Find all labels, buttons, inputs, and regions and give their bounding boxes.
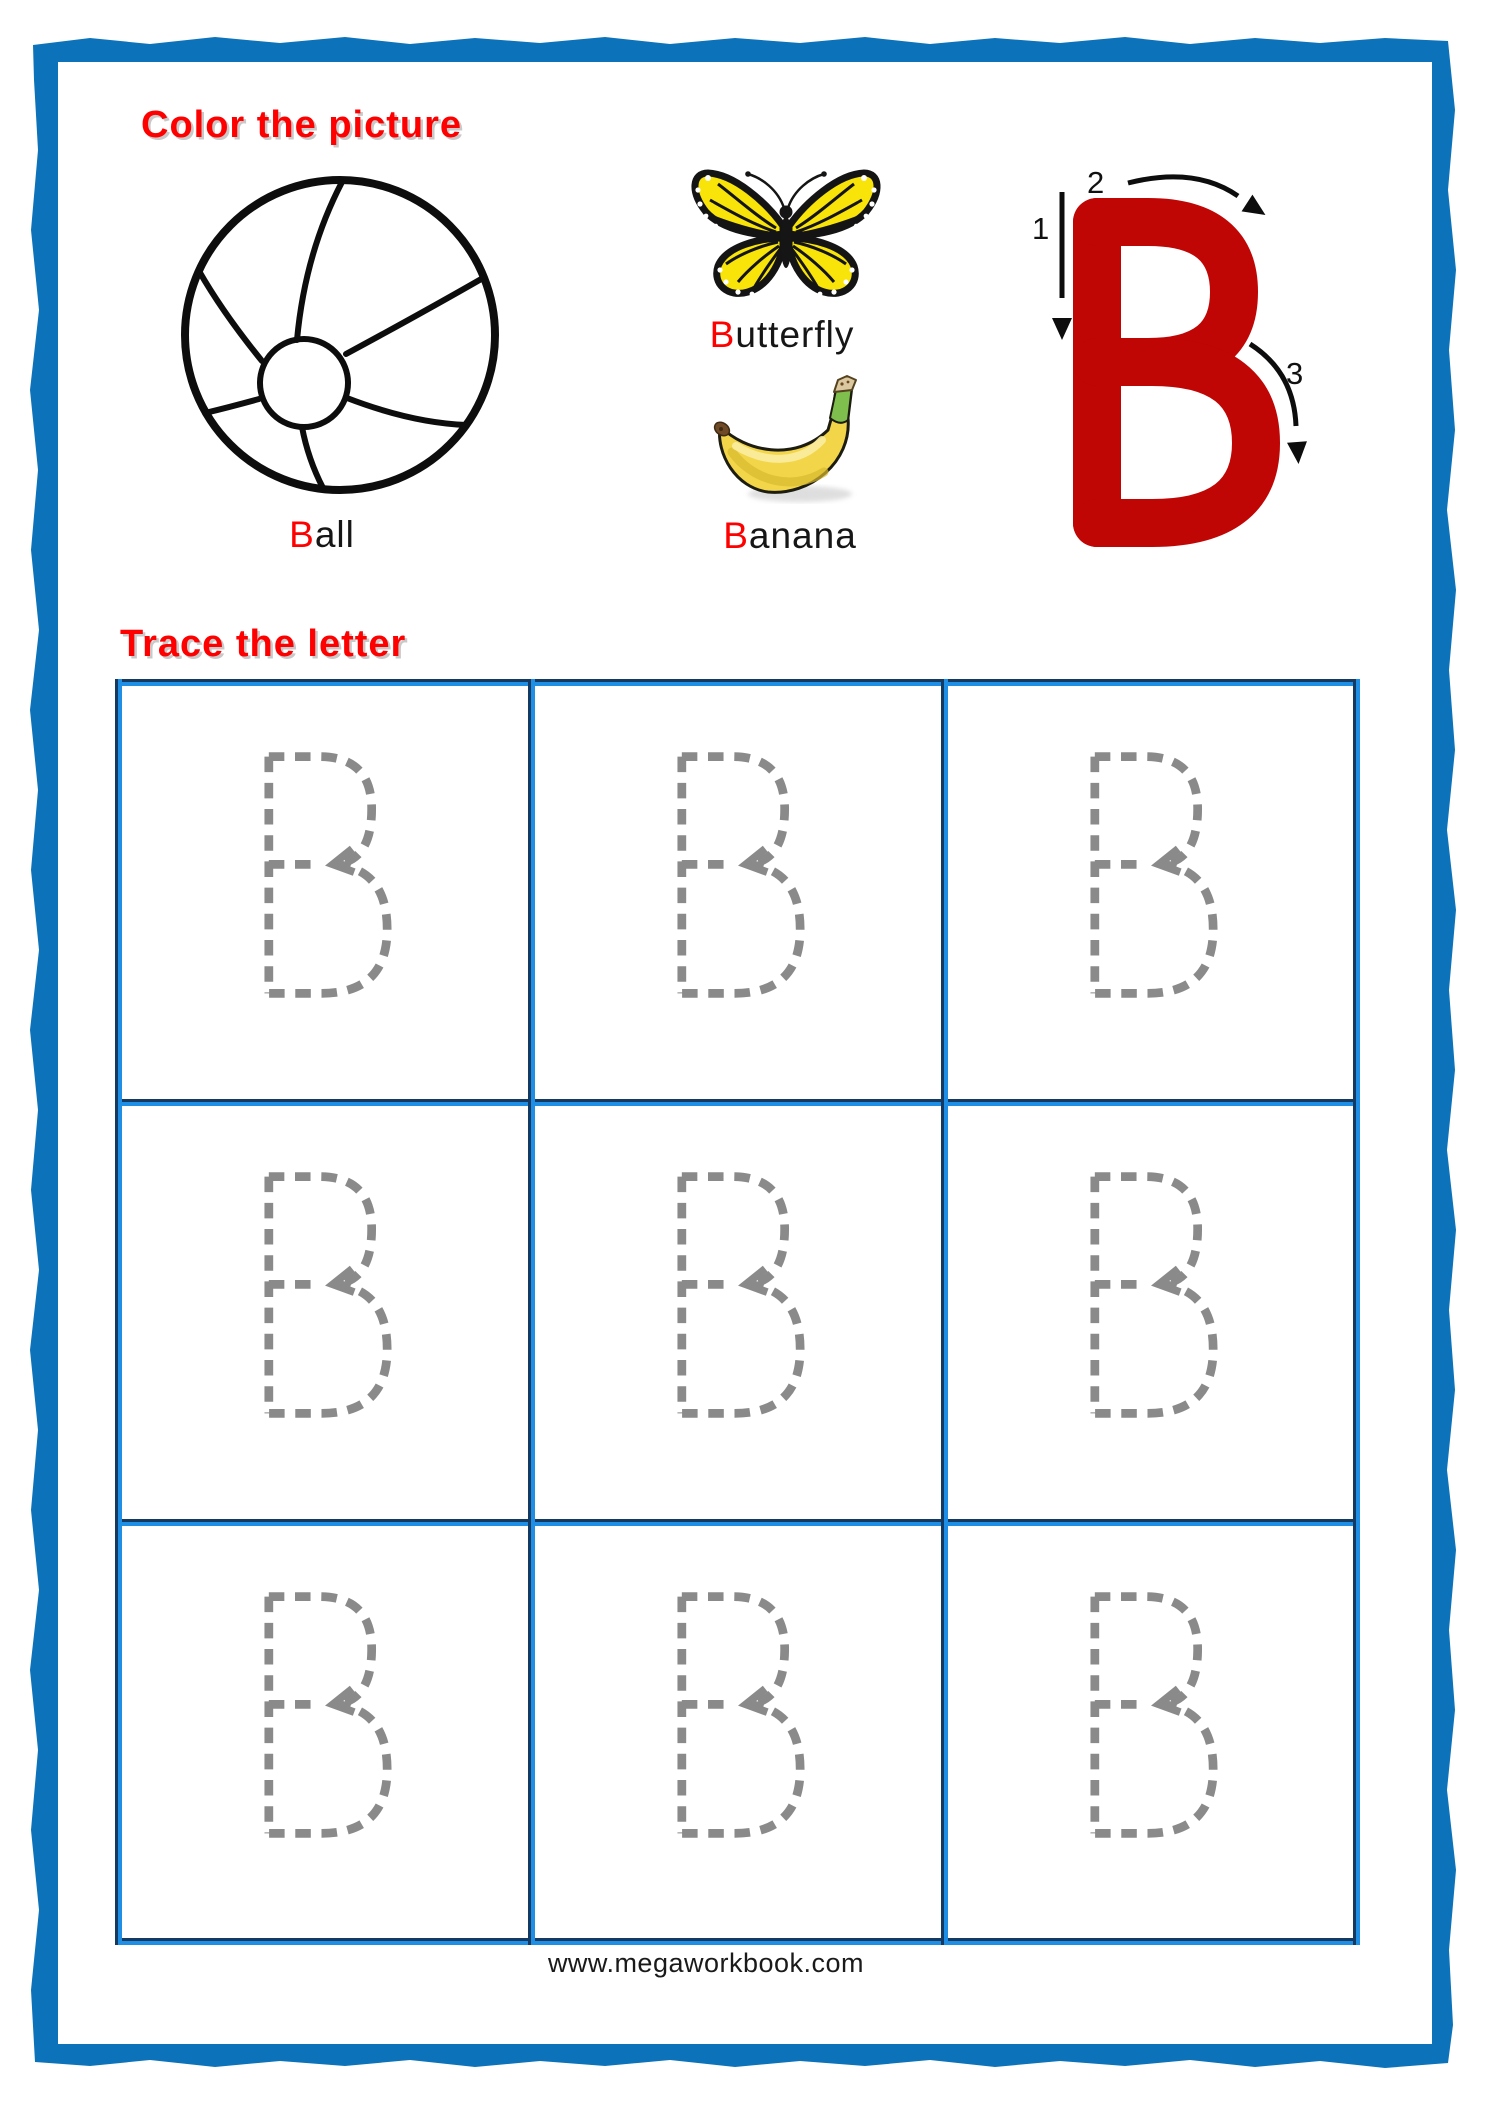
trace-letter-cell	[1089, 1590, 1219, 1840]
trace-letter-cell	[676, 1170, 806, 1420]
ball-label-initial: B	[289, 514, 315, 555]
banana-label-rest: anana	[748, 515, 857, 556]
trace-letter-cell	[263, 1590, 393, 1840]
grid-line	[115, 1519, 1360, 1526]
grid-line	[528, 679, 535, 1945]
ball-label	[212, 516, 432, 553]
trace-letter-cell	[676, 750, 806, 1000]
trace-grid	[115, 679, 1360, 1945]
butterfly-illustration	[688, 166, 884, 306]
butterfly-label-rest: utterfly	[735, 314, 855, 355]
stroke-2-arrow	[1128, 177, 1238, 196]
butterfly-label	[672, 316, 892, 353]
banana-illustration	[700, 370, 875, 505]
grid-line	[1353, 679, 1360, 1945]
grid-line	[941, 679, 948, 1945]
beach-ball-illustration	[170, 165, 510, 505]
color-the-picture-heading: Color the picture	[141, 104, 463, 146]
trace-letter-cell	[676, 1590, 806, 1840]
footer-website: www.megaworkbook.com	[547, 1948, 865, 1978]
ball-label-rest: all	[314, 514, 355, 555]
butterfly-label-initial: B	[709, 314, 736, 355]
trace-letter-cell	[1089, 750, 1219, 1000]
stroke-3-number: 3	[1286, 356, 1304, 391]
grid-line	[115, 679, 1360, 686]
stroke-2-number: 2	[1087, 165, 1105, 200]
trace-letter-cell	[263, 750, 393, 1000]
grid-line	[115, 1099, 1360, 1106]
grid-line	[115, 1938, 1360, 1945]
banana-label-initial: B	[723, 515, 749, 556]
banana-label	[680, 517, 900, 554]
trace-the-letter-heading: Trace the letter	[120, 623, 407, 665]
trace-letter-cell	[263, 1170, 393, 1420]
trace-letter-cell	[1089, 1170, 1219, 1420]
grid-line	[115, 679, 122, 1945]
stroke-1-number: 1	[1032, 211, 1050, 246]
